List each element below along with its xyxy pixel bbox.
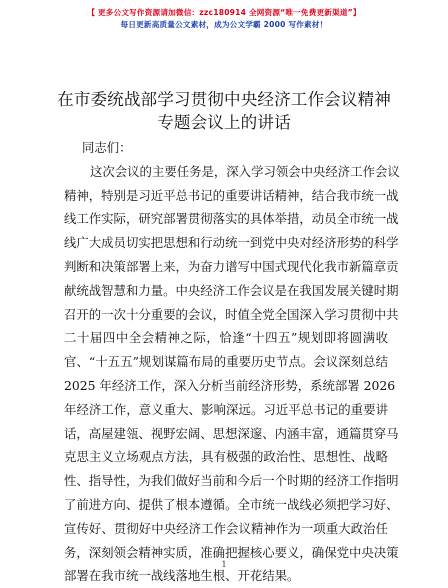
body-line: 这次会议的主要任务是，深入学习领会中央经济工作会议 [90,163,400,179]
body-line: 性、指导性，为我们做好当前和今后一个时期的经济工作指明 [64,473,399,489]
body-line: 线广大成员切实把思想和行动统一到党中央对经济形势的科学 [64,235,399,251]
body-line: 克思主义立场观点方法，具有极强的政治性、思想性、战略 [64,449,388,465]
body-line: 部署在我市统一战线落地生根、开花结果。 [64,568,300,584]
body-line: 精神，特别是习近平总书记的重要讲话精神，结合我市统一战 [64,187,399,203]
body-line: 线工作实际，研究部署贯彻落实的具体举措，动员全市统一战 [64,211,399,227]
body-line: 年经济工作，意义重大、影响深远。习近平总书记的重要讲 [64,401,388,417]
promo-banner-line-1: 【 更多公文写作资源请加微信：zzc180914 全网资源“唯一免费更新渠道”】 [87,8,361,17]
body-line: 二十届四中全会精神之际，恰逢“十四五”规划即将圆满收 [64,330,388,346]
speech-body [64,136,400,588]
body-line: 宣传好、贯彻好中央经济工作会议精神作为一项重大政治任 [64,520,388,536]
body-line: 召开的一次十分重要的会议，时值全党全国深入学习贯彻中共 [64,306,399,322]
body-line: 献统战智慧和力量。中央经济工作会议是在我国发展关键时期 [64,282,399,298]
promo-banner-line-2: 每日更新高质量公文素材，成为公文学霸 2000 写作素材！ [120,20,328,29]
body-line: 话，高屋建瓴、视野宏阔、思想深邃、内涵丰富，通篇贯穿马 [64,425,399,441]
body-line: 2025 年经济工作，深入分析当前经济形势，系统部署 2026 [64,377,396,393]
body-line: 判断和决策部署上来，为奋力谱写中国式现代化我市新篇章贡 [64,258,399,274]
document-title-line-2: 专题会议上的讲话 [157,113,291,132]
body-line: 了前进方向、提供了根本遵循。全市统一战线必须把学习好、 [64,496,399,512]
document-title-line-1: 在市委统战部学习贯彻中央经济工作会议精神 [57,90,391,109]
greeting: 同志们： [82,140,132,155]
body-line: 官、“十五五”规划谋篇布局的重要历史节点。会议深刻总结 [64,354,388,370]
body-line: 务，深刻领会精神实质，准确把握核心要义，确保党中央决策 [64,544,399,560]
page-number: 1 [221,560,227,569]
